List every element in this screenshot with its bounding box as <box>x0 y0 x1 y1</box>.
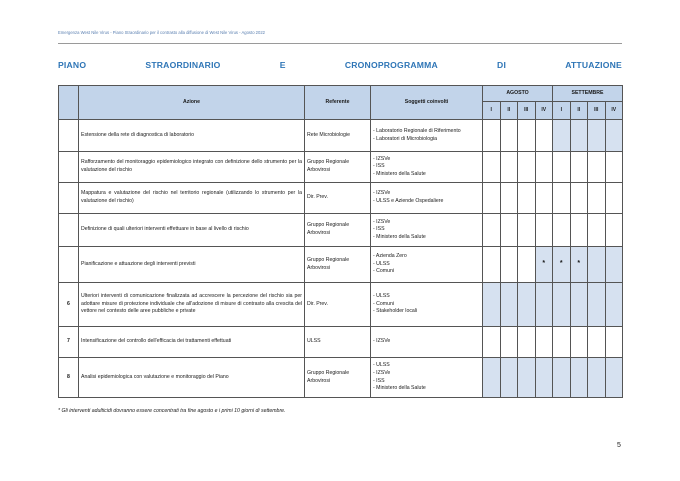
soggetti-list <box>373 362 480 392</box>
referente-cell: Dir. Prev. <box>305 283 371 327</box>
title-word: STRAORDINARIO <box>145 60 221 70</box>
week-cell <box>553 183 571 214</box>
row-number <box>59 152 79 183</box>
week-cell <box>483 152 501 183</box>
soggetti-header: Soggetti coinvolti <box>371 86 483 120</box>
title-word: ATTUAZIONE <box>565 60 622 70</box>
row-number: 8 <box>59 358 79 398</box>
table-row <box>59 183 623 214</box>
week-cell <box>500 358 518 398</box>
week-cell <box>518 214 536 247</box>
soggetto-item: - ISS <box>373 226 385 233</box>
week-cell <box>500 152 518 183</box>
week-cell <box>605 152 623 183</box>
azione-cell: Estensione della rete di diagnostica di laboratorio <box>79 120 305 152</box>
table-row <box>59 358 623 398</box>
table-row <box>59 283 623 327</box>
week-cell <box>535 358 553 398</box>
soggetto-item: - Ministero della Salute <box>373 233 426 240</box>
week-cell <box>588 283 606 327</box>
referente-cell: Dir. Prev. <box>305 183 371 214</box>
soggetti-cell <box>371 214 483 247</box>
week-cell <box>483 120 501 152</box>
week-cell <box>605 214 623 247</box>
azione-cell: Pianificazione e attuazione degli interventi previsti <box>79 247 305 283</box>
num-header <box>59 86 79 120</box>
row-number <box>59 120 79 152</box>
week-cell <box>605 247 623 283</box>
week-cell <box>553 327 571 358</box>
week-cell <box>535 327 553 358</box>
referente-cell: ULSS <box>305 327 371 358</box>
week-header: III <box>518 102 536 120</box>
soggetti-list <box>373 338 480 346</box>
soggetto-item: - ULSS <box>373 260 390 267</box>
week-cell <box>570 327 588 358</box>
soggetto-item: - IZSVe <box>373 369 391 376</box>
table-row <box>59 152 623 183</box>
footnote: * Gli interventi adulticidi dovranno essere concentrati tra fine agosto e i primi 10 giorni di settembre. <box>58 408 286 414</box>
table-row <box>59 247 623 283</box>
azione-header: Azione <box>79 86 305 120</box>
soggetto-item: - Azienda Zero <box>373 253 407 260</box>
week-cell <box>588 152 606 183</box>
page-number: 5 <box>617 442 621 449</box>
week-cell <box>500 327 518 358</box>
week-cell <box>518 327 536 358</box>
week-cell: * <box>570 247 588 283</box>
table-row <box>59 214 623 247</box>
azione-cell: Analisi epidemiologica con valutazione e monitoraggio del Piano <box>79 358 305 398</box>
week-cell <box>518 358 536 398</box>
soggetti-list <box>373 128 480 143</box>
week-header: I <box>553 102 571 120</box>
page-title <box>58 60 622 70</box>
week-cell <box>535 183 553 214</box>
week-cell <box>483 358 501 398</box>
azione-cell: Intensificazione del controllo dell'efficacia dei trattamenti effettuati <box>79 327 305 358</box>
soggetti-cell <box>371 283 483 327</box>
week-cell <box>588 120 606 152</box>
week-cell <box>553 283 571 327</box>
week-cell <box>535 152 553 183</box>
week-cell <box>483 183 501 214</box>
soggetto-item: - Ministero della Salute <box>373 385 426 392</box>
soggetti-list <box>373 293 480 316</box>
week-cell <box>605 283 623 327</box>
title-word: E <box>279 60 286 70</box>
soggetto-item: - Comuni <box>373 300 395 307</box>
table-row <box>59 120 623 152</box>
soggetti-list <box>373 219 480 242</box>
soggetti-cell <box>371 358 483 398</box>
schedule-table <box>58 85 623 398</box>
month-header-agosto: AGOSTO <box>483 86 553 102</box>
week-cell <box>605 183 623 214</box>
referente-cell: Gruppo Regionale Arbovirosi <box>305 358 371 398</box>
soggetto-item: - IZSVe <box>373 338 391 345</box>
week-cell <box>518 120 536 152</box>
row-number <box>59 214 79 247</box>
table-body <box>59 120 623 398</box>
soggetto-item: - Stakeholder locali <box>373 308 418 315</box>
week-cell <box>483 214 501 247</box>
week-cell <box>570 183 588 214</box>
soggetti-cell <box>371 247 483 283</box>
running-header: Emergenza West Nile Virus - Piano Straordinario per il contrasto alla diffusione di West Nile Virus - Agosto 2022 <box>58 30 265 35</box>
week-cell <box>500 283 518 327</box>
title-word: DI <box>497 60 507 70</box>
soggetto-item: - ISS <box>373 163 385 170</box>
week-cell <box>518 283 536 327</box>
week-cell <box>500 120 518 152</box>
row-number <box>59 247 79 283</box>
row-number: 7 <box>59 327 79 358</box>
soggetto-item: - Laboratori di Microbiologia <box>373 135 438 142</box>
soggetto-item: - IZSVe <box>373 155 391 162</box>
azione-cell: Ulteriori interventi di comunicazione finalizzata ad accrescere la percezione del rischio sia per adottare misure di protezione individuale che all'adozione di misure di contrasto alla crescita del vettore nel contesto delle aree pubbliche e private <box>79 283 305 327</box>
soggetto-item: - ULSS e Aziende Ospedaliere <box>373 198 444 204</box>
week-cell <box>500 183 518 214</box>
week-cell <box>588 183 606 214</box>
soggetto-item: - IZSVe <box>373 190 391 197</box>
week-cell <box>500 214 518 247</box>
referente-cell: Rete Microbiologie <box>305 120 371 152</box>
referente-cell: Gruppo Regionale Arbovirosi <box>305 152 371 183</box>
week-header: I <box>483 102 501 120</box>
week-cell <box>518 247 536 283</box>
azione-cell: Definizione di quali ulteriori interventi effettuare in base al livello di rischio <box>79 214 305 247</box>
soggetti-list <box>373 156 480 179</box>
soggetti-cell <box>371 183 483 214</box>
soggetto-item: - Ministero della Salute <box>373 170 426 177</box>
week-cell <box>553 152 571 183</box>
week-header: III <box>588 102 606 120</box>
week-cell <box>553 358 571 398</box>
referente-header: Referente <box>305 86 371 120</box>
week-cell <box>588 358 606 398</box>
row-number: 6 <box>59 283 79 327</box>
azione-cell: Rafforzamento del monitoraggio epidemiologico integrato con definizione dello strumento per la valutazione del rischio <box>79 152 305 183</box>
soggetto-item: - ULSS <box>373 293 390 300</box>
title-word: CRONOPROGRAMMA <box>344 60 438 70</box>
week-cell: * <box>553 247 571 283</box>
week-cell <box>570 214 588 247</box>
week-cell <box>483 283 501 327</box>
week-cell <box>535 120 553 152</box>
soggetti-cell <box>371 327 483 358</box>
soggetti-list <box>373 253 480 276</box>
week-header: IV <box>605 102 623 120</box>
header-rule <box>58 43 622 44</box>
week-cell <box>605 358 623 398</box>
week-cell <box>518 183 536 214</box>
week-cell <box>483 327 501 358</box>
week-cell <box>570 283 588 327</box>
week-cell <box>605 120 623 152</box>
soggetti-cell <box>371 152 483 183</box>
week-header: II <box>500 102 518 120</box>
azione-cell: Mappatura e valutazione del rischio nel territorio regionale (utilizzando lo strumento per la valutazione del rischio) <box>79 183 305 214</box>
referente-cell: Gruppo Regionale Arbovirosi <box>305 214 371 247</box>
week-header: IV <box>535 102 553 120</box>
week-cell <box>570 152 588 183</box>
title-word: PIANO <box>58 60 87 70</box>
week-cell <box>535 214 553 247</box>
week-cell <box>605 327 623 358</box>
week-cell <box>500 247 518 283</box>
soggetto-item: - IZSVe <box>373 218 391 225</box>
week-cell <box>553 214 571 247</box>
soggetto-item: - ULSS <box>373 362 390 369</box>
row-number <box>59 183 79 214</box>
referente-cell: Gruppo Regionale Arbovirosi <box>305 247 371 283</box>
week-cell: * <box>535 247 553 283</box>
week-cell <box>588 327 606 358</box>
soggetto-item: - Laboratorio Regionale di Riferimento <box>373 127 461 134</box>
week-cell <box>518 152 536 183</box>
soggetto-item: - Comuni <box>373 268 395 275</box>
week-cell <box>570 120 588 152</box>
week-cell <box>588 247 606 283</box>
soggetto-item: - ISS <box>373 377 385 384</box>
table-row <box>59 327 623 358</box>
week-cell <box>553 120 571 152</box>
soggetti-list <box>373 190 480 205</box>
week-cell <box>570 358 588 398</box>
week-cell <box>535 283 553 327</box>
week-cell <box>588 214 606 247</box>
week-cell <box>483 247 501 283</box>
week-header: II <box>570 102 588 120</box>
month-header-settembre: SETTEMBRE <box>553 86 623 102</box>
soggetti-cell <box>371 120 483 152</box>
